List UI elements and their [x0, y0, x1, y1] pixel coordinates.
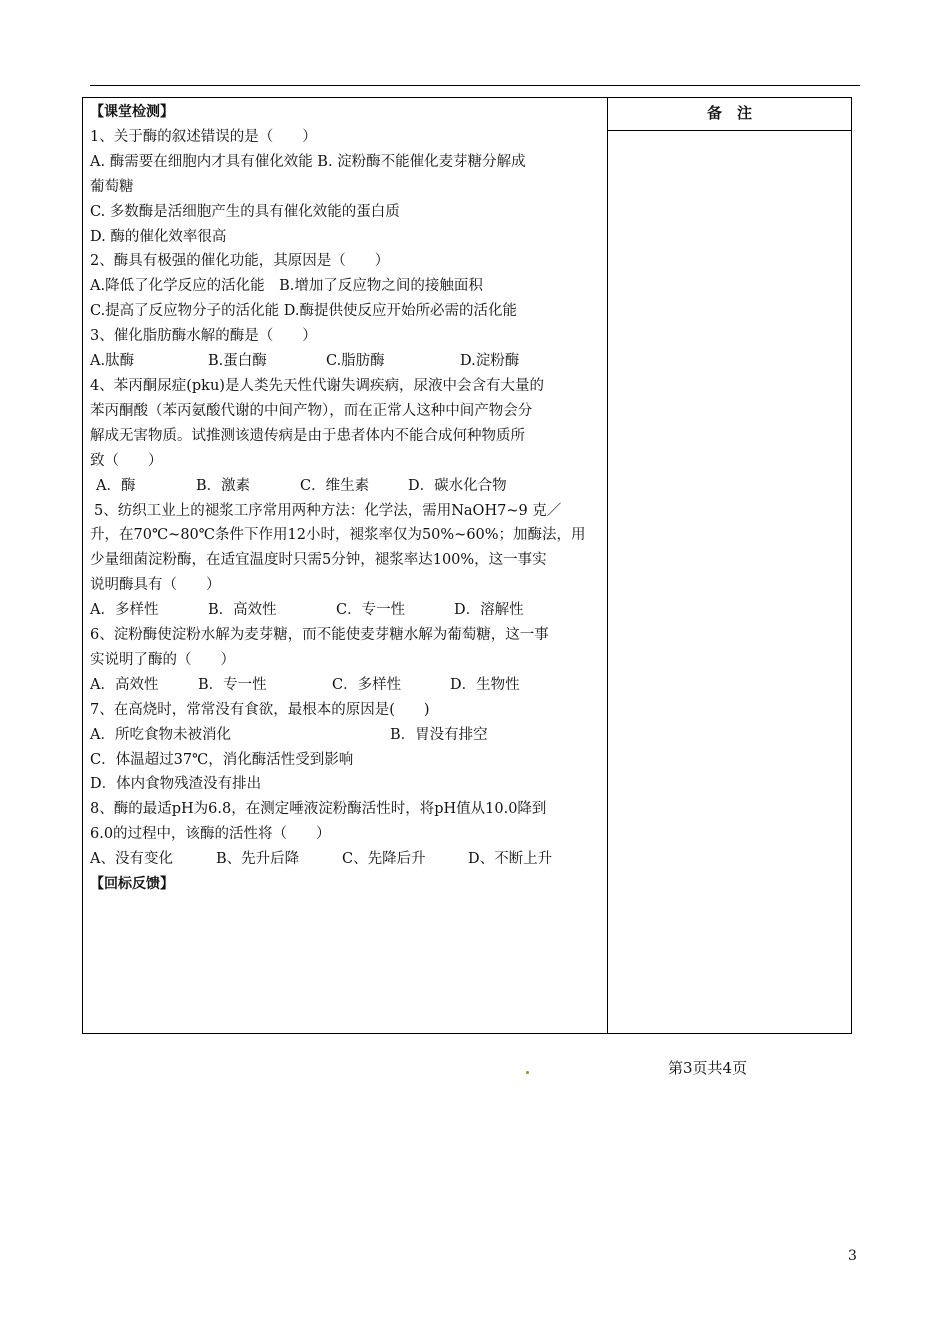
q3-option-d: D.淀粉酶: [460, 353, 520, 370]
q2-options-c-d: C.提高了反应物分子的活化能 D.酶提供使反应开始所必需的活化能: [90, 303, 518, 320]
q4-option-b: B．激素: [196, 477, 251, 494]
section-heading-check: 【课堂检测】: [90, 104, 174, 120]
q4-options: [90, 474, 601, 499]
question-column: [83, 98, 608, 1033]
q6-option-b: B．专一性: [198, 676, 267, 693]
q5-option-d: D．溶解性: [454, 602, 524, 619]
page-info: 第3页共4页: [668, 1059, 748, 1077]
q5-option-c: C．专一性: [336, 602, 406, 619]
q1-option-c: C. 多数酶是活细胞产生的具有催化效能的蛋白质: [90, 203, 400, 220]
q1-options-a-b: A. 酶需要在细胞内才具有催化效能 B. 淀粉酶不能催化麦芽糖分解成: [90, 153, 526, 170]
q6-option-c: C．多样性: [332, 676, 402, 693]
q3-stem: 3、催化脂肪酶水解的酶是（ ）: [90, 328, 317, 345]
q8-option-c: C、先降后升: [342, 851, 426, 868]
q6-option-d: D．生物性: [450, 676, 520, 693]
q4-line-4: 致（ ）: [90, 452, 163, 469]
q6-line-1: 6、淀粉酶使淀粉水解为麦芽糖，而不能使麦芽糖水解为葡萄糖，这一事: [90, 627, 549, 644]
q4-line-2: 苯丙酮酸（苯丙氨酸代谢的中间产物），而在正常人这种中间产物会分: [90, 402, 533, 419]
q1-stem: 1、关于酶的叙述错误的是（ ）: [90, 128, 317, 145]
q6-option-a: A．高效性: [90, 676, 159, 693]
q3-options: [90, 349, 601, 374]
q4-option-d: D．碳水化合物: [408, 477, 507, 494]
q8-line-1: 8、酶的最适pH为6.8，在测定唾液淀粉酶活性时，将pH值从10.0降到: [90, 801, 547, 818]
q7-option-a: A．所吃食物未被消化: [90, 726, 231, 743]
worksheet-table: [82, 97, 852, 1034]
q7-option-b: B．胃没有排空: [390, 726, 488, 743]
q2-options-a-b: A.降低了化学反应的活化能 B.增加了反应物之间的接触面积: [90, 278, 483, 295]
notes-column: [608, 98, 851, 1033]
q7-option-d: D．体内食物残渣没有排出: [90, 776, 262, 793]
q5-line-4: 说明酶具有（ ）: [90, 577, 221, 594]
q1-options-a-b-continued: 葡萄糖: [90, 178, 134, 195]
stray-dot: [526, 1071, 529, 1074]
q8-option-d: D、不断上升: [468, 851, 553, 868]
q8-options: [90, 847, 601, 872]
q1-option-d: D. 酶的催化效率很高: [90, 228, 227, 245]
q6-options: [90, 673, 601, 698]
q4-option-a: A．酶: [96, 477, 136, 494]
q5-option-a: A．多样性: [90, 602, 159, 619]
q5-line-2: 升，在70℃~80℃条件下作用12小时，褪浆率仅为50%~60%；加酶法，用: [90, 527, 586, 544]
page-number: 3: [848, 1248, 857, 1264]
notes-header: 备 注: [608, 98, 851, 131]
q8-line-2: 6.0的过程中，该酶的活性将（ ）: [90, 826, 331, 843]
q5-line-1: 5、纺织工业上的褪浆工序常用两种方法：化学法，需用NaOH7~9 克／: [94, 502, 562, 519]
q4-line-3: 解成无害物质。试推测该遗传病是由于患者体内不能合成何种物质所: [90, 427, 525, 444]
q7-option-c: C．体温超过37℃，消化酶活性受到影响: [90, 751, 354, 768]
q8-option-a: A、没有变化: [90, 851, 173, 868]
q4-option-c: C．维生素: [300, 477, 370, 494]
section-heading-feedback: 【回标反馈】: [90, 876, 174, 893]
q3-option-c: C.脂肪酶: [326, 353, 385, 370]
q3-option-b: B.蛋白酶: [208, 353, 267, 370]
q4-line-1: 4、苯丙酮尿症(pku)是人类先天性代谢失调疾病，尿液中会含有大量的: [90, 377, 544, 394]
q6-line-2: 实说明了酶的（ ）: [90, 651, 235, 668]
q8-option-b: B、先升后降: [216, 851, 300, 868]
q7-options-a-b: [90, 723, 601, 748]
q2-stem: 2、酶具有极强的催化功能，其原因是（ ）: [90, 253, 390, 270]
q5-options: [90, 598, 601, 623]
q5-option-b: B．高效性: [208, 602, 277, 619]
q3-option-a: A.肽酶: [90, 353, 135, 370]
q5-line-3: 少量细菌淀粉酶，在适宜温度时只需5分钟，褪浆率达100%，这一事实: [90, 552, 547, 569]
header-rule: [90, 85, 860, 86]
q7-stem: 7、在高烧时，常常没有食欲，最根本的原因是( ): [90, 701, 430, 718]
